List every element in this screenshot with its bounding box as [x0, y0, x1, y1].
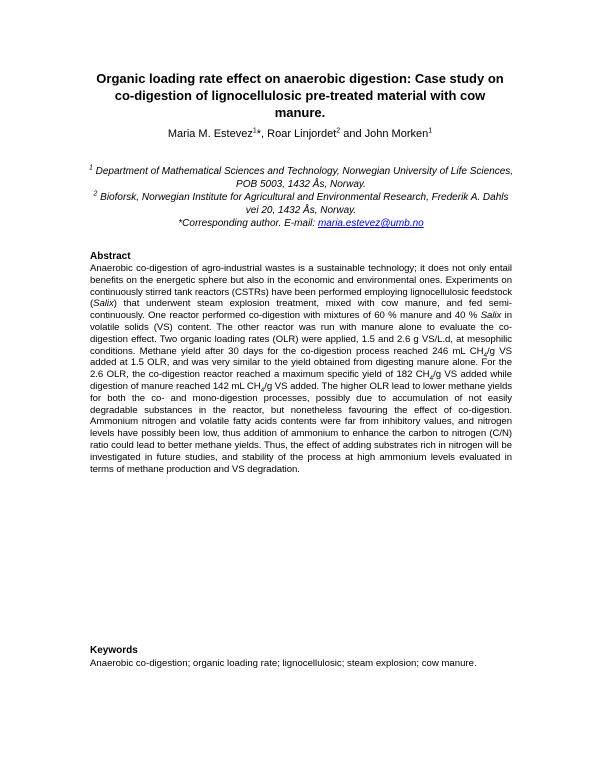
author-name: John Morken: [364, 128, 429, 140]
keywords-text: Anaerobic co-digestion; organic loading rate; lignocellulosic; steam explosion; cow manure.: [90, 658, 477, 669]
author-list: Maria M. Estevez$^1$*, Roar Linjordet$^2$ and John Morken$^1$: [167, 127, 433, 140]
author-affil-sup: 1: [252, 127, 257, 135]
abstract-heading: Abstract: [90, 251, 131, 262]
keywords-heading: Keywords: [90, 645, 138, 656]
email-link[interactable]: maria.estevez@umb.no: [317, 218, 424, 229]
corresponding-mark: *: [256, 128, 262, 140]
affiliation-2: $^2$ Bioforsk, Norwegian Institute for Agricultural and Environmental Research, Frederik A. Dahls vei 20, 1432 Ås, Norway.: [93, 190, 509, 216]
abstract-text: Anaerobic co-digestion of agro-industrial wastes is a sustainable technology; it does not only entail benefits on the energetic sphere but also in the economic and environmental ones. Experiments on continuously stirred tank reactors (CSTRs) have been performed employing lignocellulosic feedstock (Salix) that underwent steam explosion treatment, mixed with cow manure, and fed semi-continuously. One reactor performed co-digestion with mixtures of 60 % manure and 40 % Salix in volatile solids (VS) content. The other reactor was run with manure alone to evaluate the co-digestion effect. Two organic loading rates (OLR) were applied, 1.5 and 2.6 g VS/L.d, at mesophilic conditions. Methane yield after 30 days for the co-digestion process reached 246 mL $CH_4/g$ VS added at 1.5 OLR, and was very similar to the yield obtained from digesting manure alone. For the 2.6 OLR, the co-digestion reactor reached a maximum specific yield of 182 $CH_4/g$ VS added while digestion of manure reached 142 mL $CH_4/g$ VS added. The higher OLR lead to lower methane yields for both the co- and mono-digestion processes, possibly due to accumulation of not easily degradable substances in the reactor, but nonetheless favouring the effect of co-digestion. Ammonium nitrogen and volatile fatty acids contents were far from inhibitory values, and nitrogen levels have possibly been low, thus addition of ammonium to enhance the carbon to nitrogen (C/N) ratio could lead to better methane yields. Thus, the effect of adding substrates rich in nitrogen will be investigated in future studies, and stability of the process at high ammonium levels evaluated in terms of methane production and VS degradation.: [90, 263, 513, 475]
corresponding-author: *Corresponding author. E-mail: maria.estevez@umb.no: [178, 218, 424, 229]
author-name: Roar Linjordet: [267, 128, 337, 140]
author-name: Maria M. Estevez: [167, 128, 253, 140]
author-affil-sup: 1: [428, 127, 433, 135]
author-affil-sup: 2: [336, 127, 341, 135]
affiliations: [86, 165, 516, 230]
paper-title: Organic loading rate effect on anaerobic digestion: Case study on co-digestion of lignocellulosic pre-treated material with cow manure.: [96, 71, 504, 120]
affiliation-1: $^1$ Department of Mathematical Sciences and Technology, Norwegian University of Life Sciences, POB 5003, 1432 Ås, Norway.: [88, 164, 514, 190]
